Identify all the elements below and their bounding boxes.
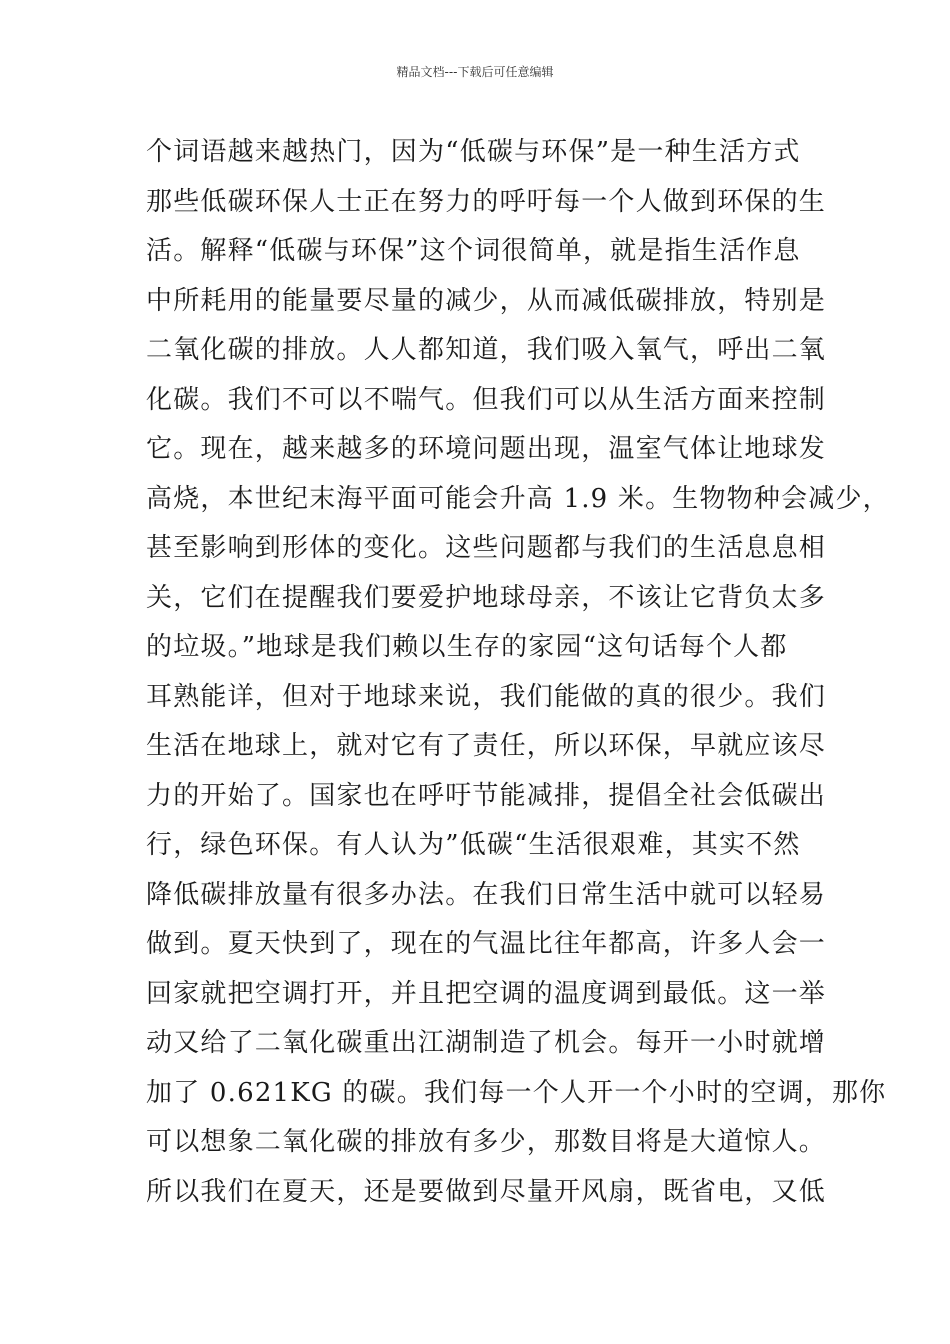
text-line: 动又给了二氧化碳重出江湖制造了机会。每开一小时就增 xyxy=(146,1028,827,1058)
text-line: 力的开始了。国家也在呼吁节能减排，提倡全社会低碳出 xyxy=(146,780,827,811)
text-line: 做到。夏天快到了，现在的气温比往年都高，许多人会一 xyxy=(146,929,827,959)
text-line: 那些低碳环保人士正在努力的呼吁每一个人做到环保的生 xyxy=(146,186,827,217)
text-line: 它。现在，越来越多的环境问题出现，温室气体让地球发 xyxy=(146,434,827,464)
text-line: 行，绿色环保。有人认为”低碳“生活很艰难，其实不然 xyxy=(146,830,801,860)
text-line: 甚至影响到形体的变化。这些问题都与我们的生活息息相 xyxy=(146,533,827,563)
text-line: 个词语越来越热门，因为“低碳与环保”是一种生活方式 xyxy=(146,137,801,167)
text-line: 加了 0.621KG 的碳。我们每一个人开一个小时的空调，那你 xyxy=(146,1077,887,1108)
text-line: 降低碳排放量有很多办法。在我们日常生活中就可以轻易 xyxy=(146,879,827,910)
text-line: 可以想象二氧化碳的排放有多少，那数目将是大道惊人。 xyxy=(146,1127,827,1157)
text-line: 二氧化碳的排放。人人都知道，我们吸入氧气，呼出二氧 xyxy=(146,335,827,365)
text-line: 耳熟能详，但对于地球来说，我们能做的真的很少。我们 xyxy=(146,681,827,712)
page-header: 精品文档---下载后可任意编辑 xyxy=(396,65,554,79)
text-line: 生活在地球上，就对它有了责任，所以环保，早就应该尽 xyxy=(146,731,827,761)
text-line: 回家就把空调打开，并且把空调的温度调到最低。这一举 xyxy=(146,978,827,1009)
text-line: 高烧，本世纪末海平面可能会升高 1.9 米。生物物种会减少， xyxy=(146,483,890,514)
text-line: 关，它们在提醒我们要爱护地球母亲，不该让它背负太多 xyxy=(146,582,827,613)
text-line: 化碳。我们不可以不喘气。但我们可以从生活方面来控制 xyxy=(146,384,827,415)
text-line: 所以我们在夏天，还是要做到尽量开风扇，既省电，又低 xyxy=(146,1176,827,1207)
text-line: 中所耗用的能量要尽量的减少，从而减低碳排放，特别是 xyxy=(146,285,827,316)
document-body xyxy=(146,128,890,1217)
text-line: 的垃圾。”地球是我们赖以生存的家园“这句话每个人都 xyxy=(146,632,788,662)
text-line: 活。解释“低碳与环保”这个词很简单，就是指生活作息 xyxy=(146,236,801,266)
